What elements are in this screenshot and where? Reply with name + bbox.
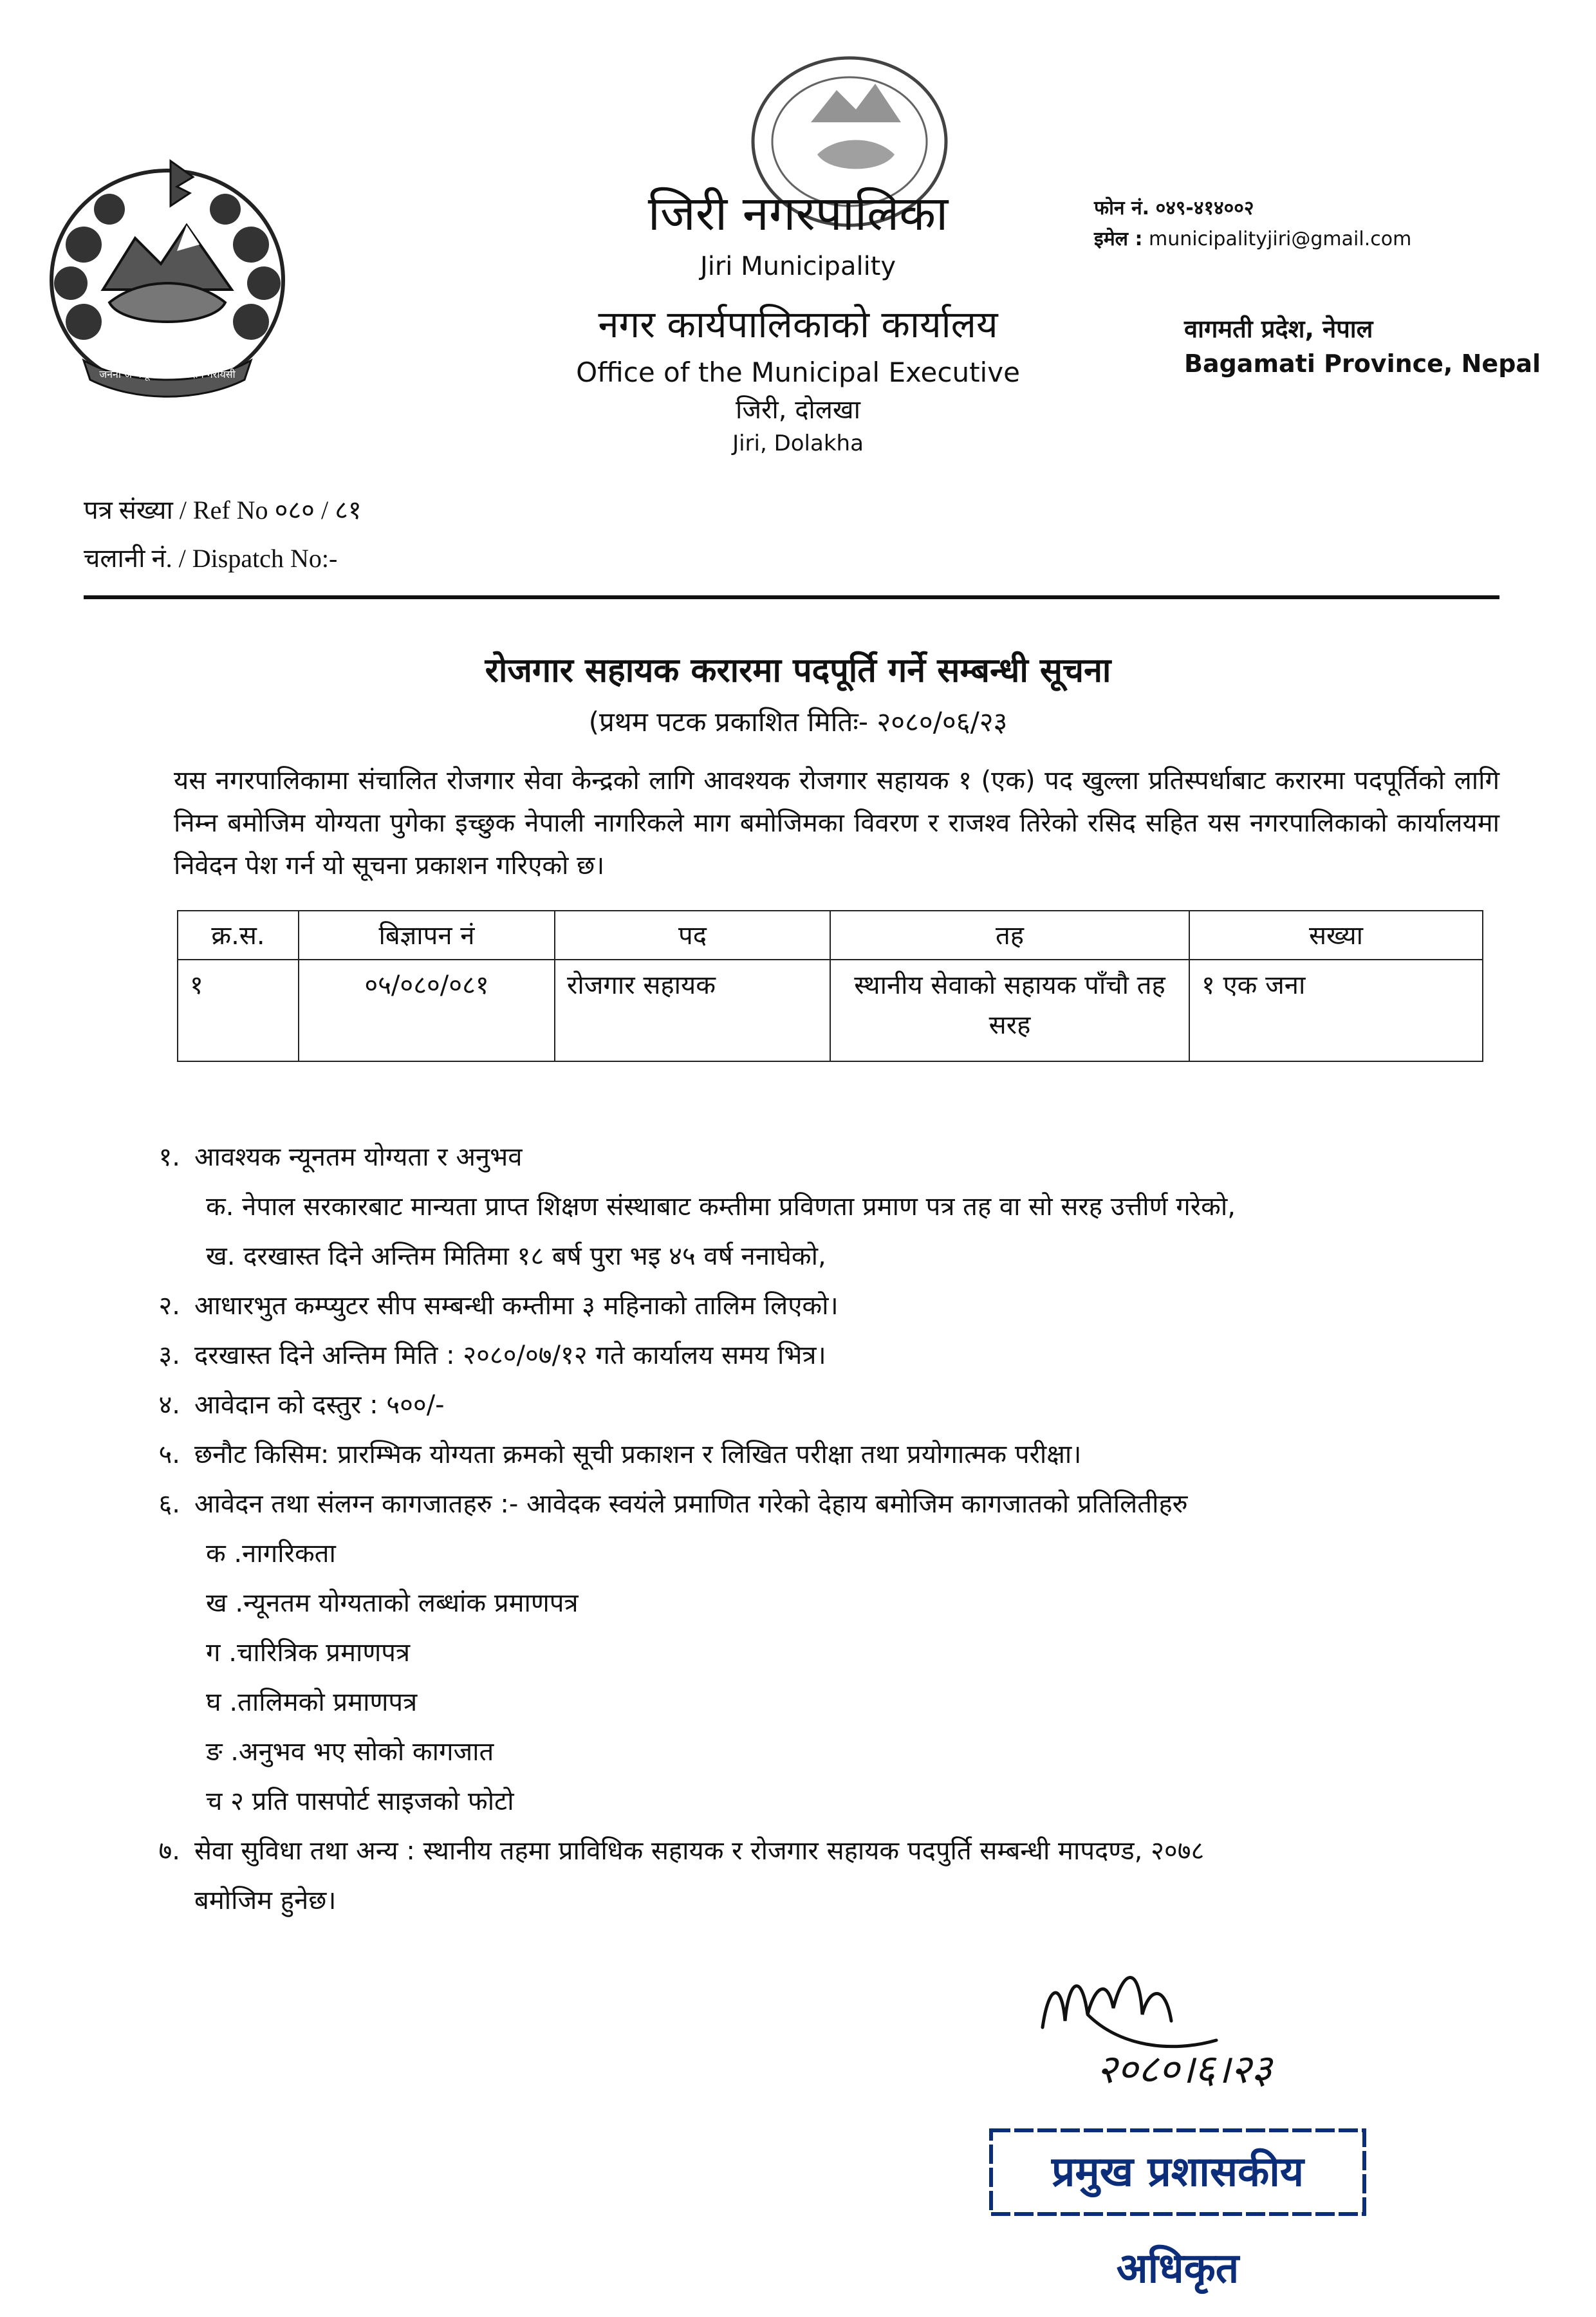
list-subitem — [135, 1182, 1499, 1232]
document-text: घ .तालिमको प्रमाणपत्र — [206, 1688, 418, 1717]
item-text: बमोजिम हुनेछ। — [194, 1886, 337, 1915]
emblem-motto: जननी जन्मभूमिश्च स्वर्गादपि गरीयसी — [99, 368, 236, 380]
province-np: वागमती प्रदेश, नेपाल — [1184, 315, 1373, 343]
notice-intro: यस नगरपालिकामा संचालित रोजगार सेवा केन्द्रको लागि आवश्यक रोजगार सहायक १ (एक) पद खुल्ला प्रतिस्पर्धाबाट करारमा पदपूर्तिको लागि निम्न बमोजिम योग्यता पुगेका इच्छुक नेपाली नागरिकले माग बमोजिमका विवरण र राजश्व तिरेको रसिद सहित यस नगरपालिकाको कार्यालयमा निवेदन पेश गर्न यो सूचना प्रकाशन गरिएको छ। — [174, 766, 1499, 880]
signature-date-text: २०८०।६।२३ — [1096, 2045, 1272, 2092]
phone-label: फोन नं. — [1094, 197, 1150, 219]
cell-level: स्थानीय सेवाको सहायक पाँचौ तह सरह — [830, 960, 1189, 1061]
email-address: municipalityjiri@gmail.com — [1149, 228, 1412, 250]
address-en: Jiri, Dolakha — [732, 431, 864, 456]
subitem-text: ख. दरखास्त दिने अन्तिम मितिमा १८ बर्ष पुरा भइ ४५ वर्ष ननाघेको, — [206, 1242, 826, 1271]
item-number: ७. — [158, 1836, 180, 1866]
email-label: इमेल : — [1094, 228, 1143, 250]
office-name-np: नगर कार्यपालिकाको कार्यालय — [598, 302, 998, 346]
cell-ad-no: ०५/०८०/०८१ — [299, 960, 555, 1061]
document-item — [135, 1529, 1499, 1579]
document-item — [135, 1579, 1499, 1628]
cell-sn: १ — [178, 960, 299, 1061]
col-header-count: सख्या — [1189, 911, 1483, 960]
ref-label: पत्र संख्या / Ref No — [84, 496, 268, 525]
signature-date — [1030, 2034, 1339, 2105]
document-item — [135, 1777, 1499, 1827]
item-number: ४. — [158, 1390, 180, 1420]
item-text: आधारभुत कम्प्युटर सीप सम्बन्धी कम्तीमा ३ महिनाको तालिम लिएको। — [194, 1291, 839, 1321]
item-number: ३. — [158, 1341, 180, 1370]
requirements-list — [135, 1133, 1499, 1926]
list-item — [135, 1430, 1499, 1480]
list-item — [135, 1133, 1499, 1182]
item-text: दरखास्त दिने अन्तिम मिति : २०८०/०७/१२ गते कार्यालय समय भित्र। — [194, 1341, 826, 1370]
item-number: १. — [158, 1142, 180, 1172]
table-row — [178, 960, 1483, 1061]
cell-post: रोजगार सहायक — [555, 960, 830, 1061]
stamp-text: प्रमुख प्रशासकीय अधिकृत — [1052, 2148, 1304, 2293]
cell-count: १ एक जना — [1189, 960, 1483, 1061]
item-text: सेवा सुविधा तथा अन्य : स्थानीय तहमा प्राविधिक सहायक र रोजगार सहायक पदपुर्ति सम्बन्धी मापदण्ड, २०७८ — [194, 1836, 1205, 1866]
document-item — [135, 1727, 1499, 1777]
list-item — [135, 1381, 1499, 1430]
header-divider — [84, 595, 1499, 599]
document-text: ख .न्यूनतम योग्यताको लब्धांक प्रमाणपत्र — [206, 1588, 579, 1618]
notice-title: रोजगार सहायक करारमा पदपूर्ति गर्ने सम्बन्धी सूचना — [485, 651, 1111, 690]
subitem-text: क. नेपाल सरकारबाट मान्यता प्राप्त शिक्षण संस्थाबाट कम्तीमा प्रविणता प्रमाण पत्र तह वा सो सरह उत्तीर्ण गरेको, — [206, 1192, 1236, 1222]
col-header-post: पद — [555, 911, 830, 960]
document-text: क .नागरिकता — [206, 1539, 336, 1568]
email-line — [1094, 224, 1583, 255]
contact-block — [1094, 193, 1583, 255]
item-number: ५. — [158, 1440, 180, 1469]
province-en: Bagamati Province, Nepal — [1184, 349, 1541, 378]
item-text: आवेदान को दस्तुर : ५००/- — [194, 1390, 445, 1420]
item-number: २. — [158, 1291, 180, 1321]
address-np: जिरी, दोलखा — [736, 395, 860, 425]
municipality-name-np: जिरी नगरपालिका — [647, 186, 949, 241]
nepal-emblem-logo — [26, 148, 309, 418]
municipality-name-en: Jiri Municipality — [700, 252, 896, 281]
item-text: आवेदन तथा संलग्न कागजातहरु :- आवेदक स्वयंले प्रमाणित गरेको देहाय बमोजिम कागजातको प्रतिलितीहरु — [194, 1489, 1188, 1519]
dispatch-line: चलानी नं. / Dispatch No:- — [84, 544, 338, 573]
table-header-row — [178, 911, 1483, 960]
document-text: ङ .अनुभव भए सोको कागजात — [206, 1737, 494, 1767]
item-text: छनौट किसिम: प्रारम्भिक योग्यता क्रमको सूची प्रकाशन र लिखित परीक्षा तथा प्रयोगात्मक परीक्षा। — [194, 1440, 1082, 1469]
published-date: (प्रथम पटक प्रकाशित मितिः- २०८०/०६/२३ — [588, 706, 1008, 738]
document-item — [135, 1628, 1499, 1678]
col-header-sn: क्र.स. — [178, 911, 299, 960]
ref-value: ०८० / ८१ — [274, 496, 362, 525]
ref-number-line — [84, 492, 663, 528]
office-name-en: Office of the Municipal Executive — [576, 357, 1020, 388]
col-header-ad-no: बिज्ञापन नं — [299, 911, 555, 960]
list-item — [135, 1480, 1499, 1529]
official-stamp — [985, 2124, 1371, 2293]
list-item — [135, 1827, 1499, 1876]
col-header-level: तह — [830, 911, 1189, 960]
document-text: ग .चारित्रिक प्रमाणपत्र — [206, 1638, 411, 1668]
vacancy-table — [177, 910, 1483, 1062]
document-text: च २ प्रति पासपोर्ट साइजको फोटो — [206, 1787, 514, 1816]
document-item — [135, 1678, 1499, 1727]
list-item — [135, 1281, 1499, 1331]
list-item-continuation — [135, 1876, 1499, 1926]
phone-number: ०४९-४१४००२ — [1155, 197, 1254, 219]
item-number: ६. — [158, 1489, 180, 1519]
list-subitem — [135, 1232, 1499, 1281]
item-text: आवश्यक न्यूनतम योग्यता र अनुभव — [194, 1142, 523, 1172]
phone-line — [1094, 193, 1583, 224]
list-item — [135, 1331, 1499, 1381]
